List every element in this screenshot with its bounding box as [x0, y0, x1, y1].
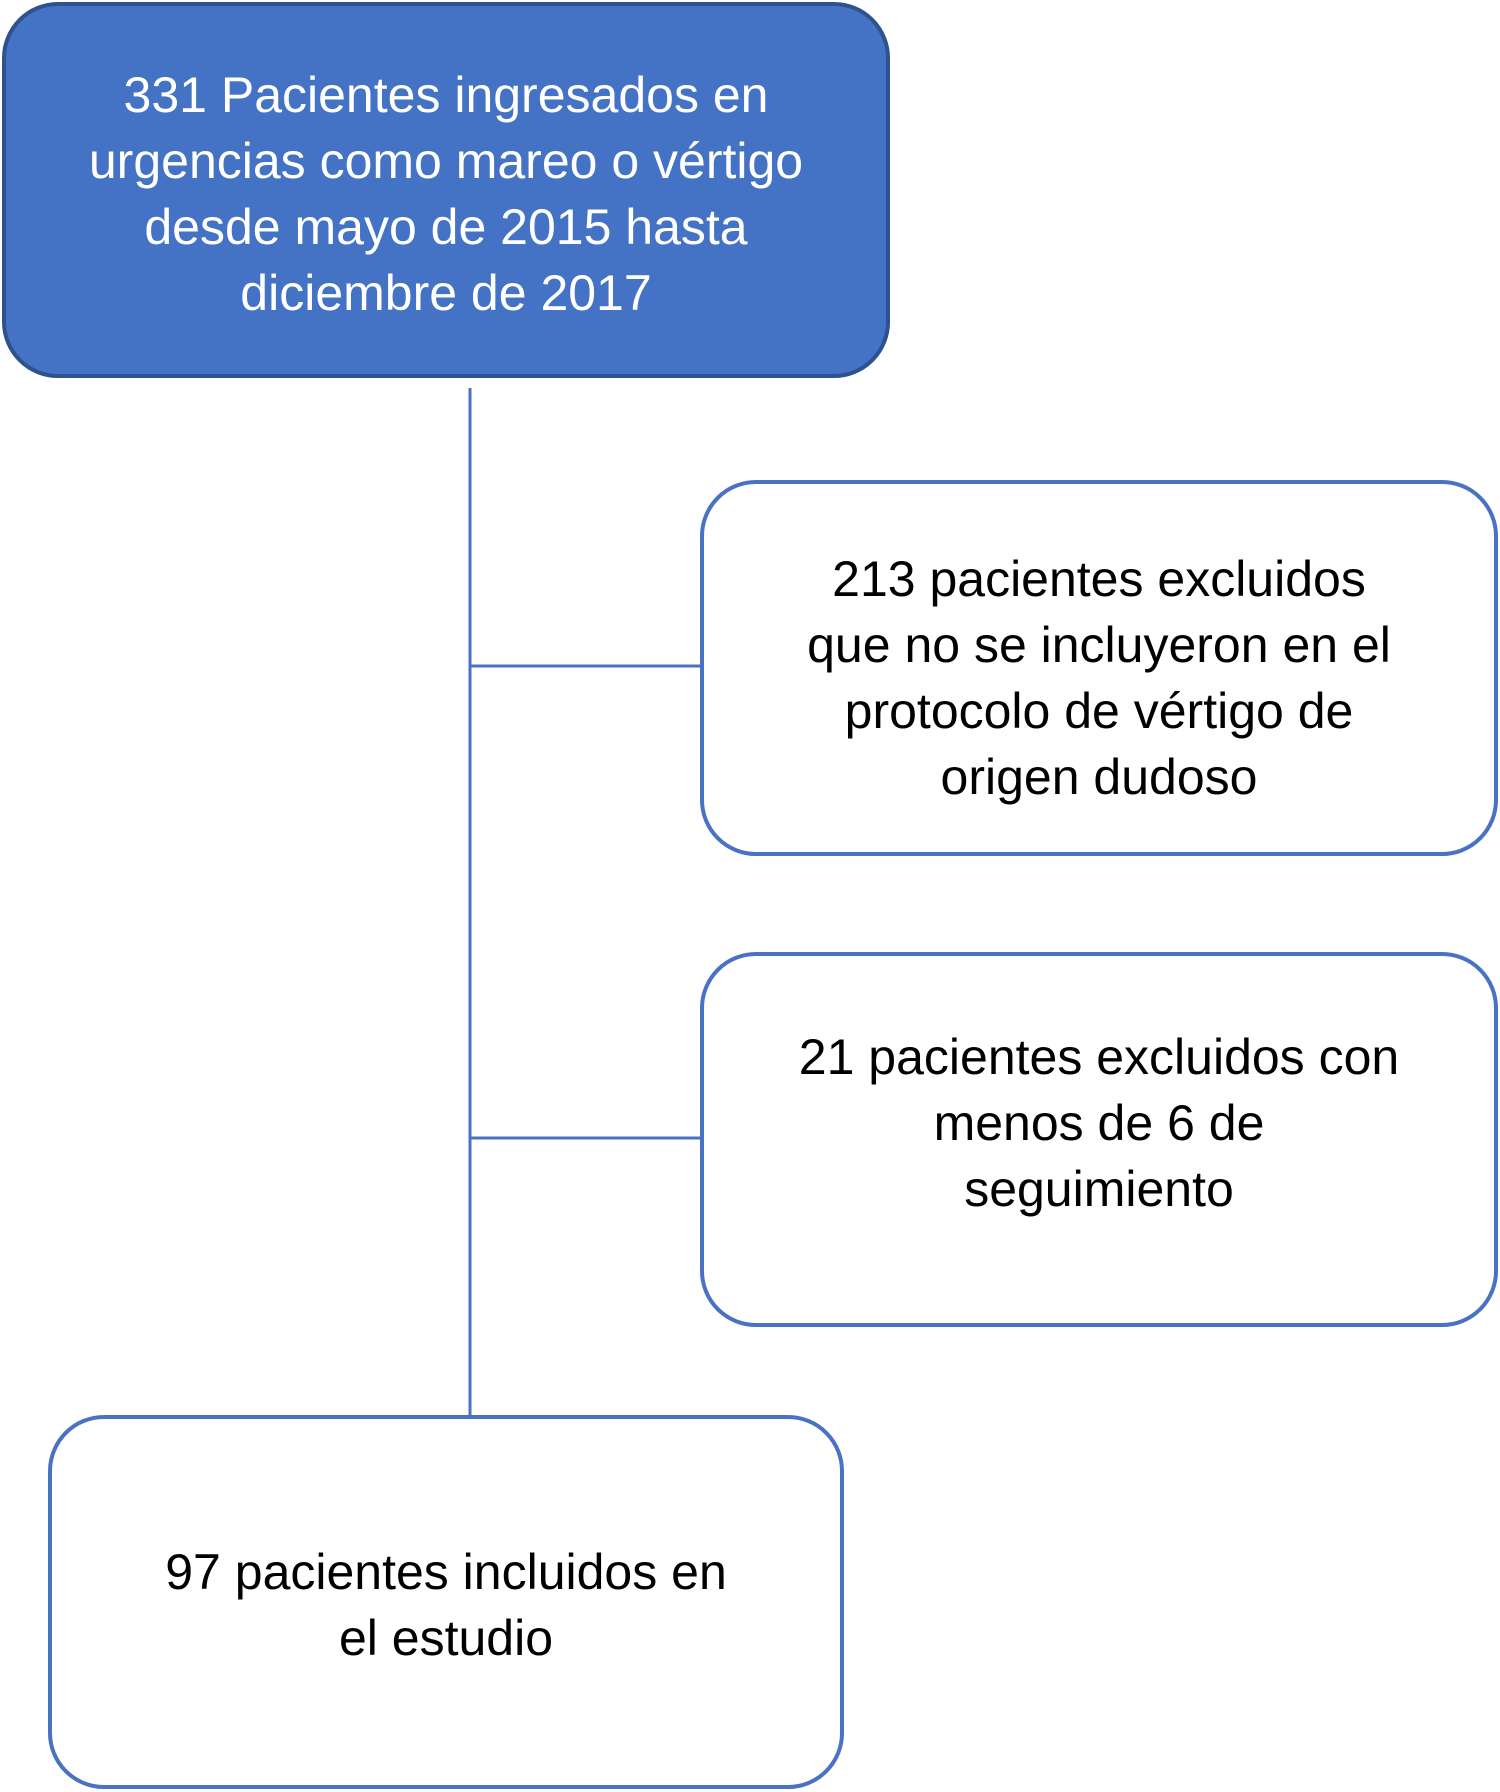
excluded-followup-line-3: seguimiento: [964, 1161, 1234, 1217]
screened-line-1: 331 Pacientes ingresados en: [123, 67, 769, 123]
excluded-protocol-line-3: protocolo de vértigo de: [844, 683, 1354, 739]
screened-line-3: desde mayo de 2015 hasta: [144, 199, 748, 255]
excluded-protocol-line-1: 213 pacientes excluidos: [832, 551, 1366, 607]
excluded-followup-line-1: 21 pacientes excluidos con: [798, 1029, 1400, 1085]
excluded-protocol-box: [700, 480, 1498, 856]
screened-line-2: urgencias como mareo o vértigo: [88, 133, 804, 189]
excluded-followup-box: [700, 952, 1498, 1327]
excluded-followup-line-2: menos de 6 de: [933, 1095, 1265, 1151]
excluded-protocol-line-2: que no se incluyeron en el: [807, 617, 1391, 673]
screened-patients-box: [2, 2, 890, 378]
included-line-1: 97 pacientes incluidos en: [165, 1544, 727, 1600]
screened-line-4: diciembre de 2017: [240, 265, 652, 321]
excluded-protocol-line-4: origen dudoso: [940, 749, 1258, 805]
included-line-2: el estudio: [338, 1610, 554, 1666]
included-patients-box: [48, 1415, 844, 1789]
